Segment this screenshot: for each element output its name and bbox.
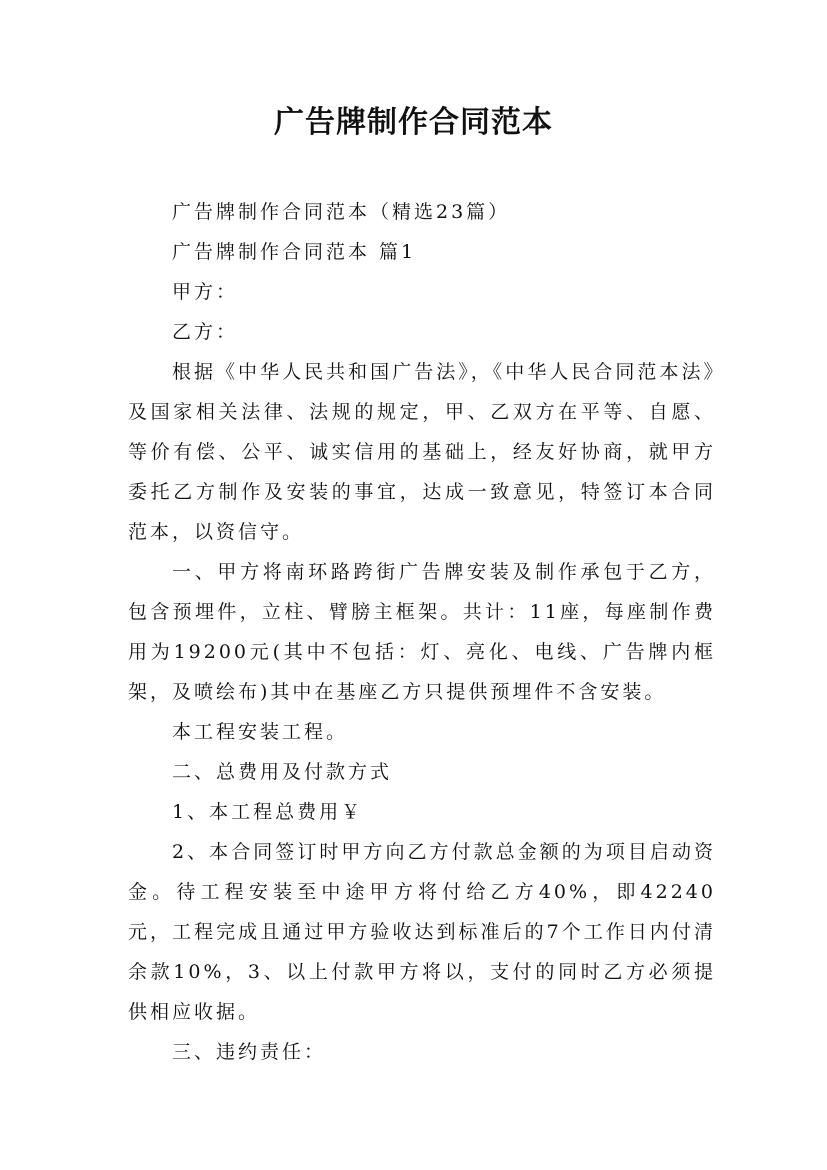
paragraph-clause-2-heading: 二、总费用及付款方式	[172, 761, 393, 783]
document-title: 广告牌制作合同范本	[274, 105, 553, 140]
paragraph-party-a: 甲方：	[172, 281, 239, 303]
paragraph-section-heading: 广告牌制作合同范本 篇1	[172, 241, 417, 263]
paragraph-scope: 本工程安装工程。	[172, 721, 349, 743]
paragraph-preamble: 根据《中华人民共和国广告法》，《中华人民合同范本法》及国家相关法律、法规的规定，甲、乙双方在平等、自愿、等价有偿、公平、诚实信用的基础上，经友好协商，就甲方委托乙方制作及安装的事宜，达成一致意见，特签订本合同范本，以资信守。	[128, 361, 716, 543]
paragraph-party-b: 乙方：	[172, 321, 239, 343]
document-body	[128, 192, 716, 1072]
paragraph-clause-1: 一、甲方将南环路跨街广告牌安装及制作承包于乙方，包含预埋件，立柱、臂膀主框架。共计：11座，每座制作费用为19200元(其中不包括：灯、亮化、电线、广告牌内框架，及喷绘布)其中在基座乙方只提供预埋件不含安装。	[128, 561, 716, 703]
paragraph-payment-terms: 2、本合同签订时甲方向乙方付款总金额的为项目启动资金。待工程安装至中途甲方将付给乙方40%，即42240元，工程完成且通过甲方验收达到标准后的7个工作日内付清余款10%，3、以上付款甲方将以，支付的同时乙方必须提供相应收据。	[128, 841, 716, 1023]
paragraph-clause-3-heading: 三、违约责任：	[172, 1041, 327, 1063]
paragraph-subtitle: 广告牌制作合同范本（精选23篇）	[172, 201, 511, 223]
paragraph-total-cost: 1、本工程总费用￥	[172, 801, 364, 823]
